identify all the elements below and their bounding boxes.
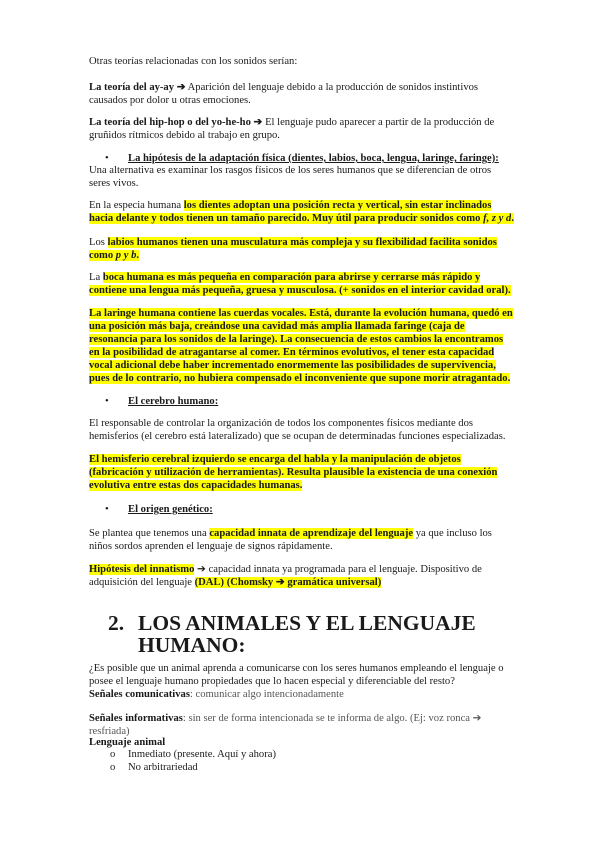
question-text: ¿Es posible que un animal aprenda a comunicarse con los seres humanos empleando el lenguaje o posee el lenguaje humano propiedades que lo hacen especial y diferenciable del resto? (89, 663, 504, 687)
labios-letters: p y b (115, 250, 137, 261)
laringe-highlight: La laringe humana contiene las cuerdas vocales. Está, durante la evolución humana, quedó en una posición más baja, creándose una cavidad más amplia llamada faringe (caja de resonancia para los sonidos de la laringe). La consecuencia de estos cambios la encontramos en la posibilidad de atragantarse al comer. En términos evolutivos, el tener esta capacidad vocal adicional debe haber incrementado enormemente las posibilidades de supervivencia, pues de lo contrario, no hubiera compensado el inconveniente que supone morir atragantado. (89, 308, 513, 384)
dientes-paragraph (89, 199, 514, 225)
senales-comunicativas-label: Señales comunicativas (89, 689, 190, 700)
intro-text: Otras teorías relacionadas con los sonidos serían: (89, 56, 298, 67)
hip-hop-title: La teoría del hip-hop o del yo-he-ho (89, 117, 251, 128)
genetico-highlight: capacidad innata de aprendizaje del lenguaje (209, 528, 414, 539)
ay-ay-text: Aparición del lenguaje debido a la producción de sonidos instintivos causados por dolor u otras emociones. (89, 82, 479, 106)
boca-paragraph (89, 271, 514, 297)
dal-highlight: (DAL) (Chomsky ➔ gramática universal) (194, 577, 382, 588)
labios-pre: Los (89, 237, 108, 248)
adaptacion-heading: La hipótesis de la adaptación física (dientes, labios, boca, lengua, laringe, faringe): (128, 153, 499, 164)
genetico-heading: El origen genético: (128, 504, 213, 515)
hip-hop-paragraph (89, 116, 514, 142)
senales-informativas-label: Señales informativas (89, 713, 183, 724)
boca-highlight: boca humana es más pequeña en comparación para abrirse y cerrarse más rápido y contiene una lengua más pequeña, gruesa y musculosa. (+ sonidos en el interior cavidad oral). (89, 272, 511, 296)
ay-ay-title: La teoría del ay-ay (89, 82, 175, 93)
labios-end: . (136, 250, 140, 261)
section-heading (108, 612, 488, 656)
hemisferio-paragraph (89, 453, 514, 492)
cerebro-heading: El cerebro humano: (128, 396, 219, 407)
dientes-highlight: los dientes adoptan una posición recta y vertical, sin estar inclinados hacia delante y todos tienen un tamaño parecido. Muy útil para producir sonidos como (89, 200, 492, 224)
boca-pre: La (89, 272, 103, 283)
hemisferio-highlight: El hemisferio cerebral izquierdo se encarga del habla y la manipulación de objetos (fabricación y utilización de herramientas). Resulta plausible la existencia de una conexión evolutiva entre estas dos capacidades humanas. (89, 454, 498, 491)
innatismo-highlight: Hipótesis del innatismo (89, 564, 195, 575)
lenguaje-animal-title-text: Lenguaje animal (89, 737, 166, 748)
ay-ay-paragraph (89, 81, 514, 107)
dientes-end: . (511, 213, 514, 224)
dientes-letters: f, z y d (483, 213, 512, 224)
informativas-paragraph (89, 712, 514, 738)
senales-informativas-text: : sin ser de forma intencionada se te informa de algo. (Ej: voz ronca ➔ resfriada) (89, 713, 482, 737)
arrow-icon: ➔ (197, 564, 206, 575)
list-marker: o (110, 749, 116, 760)
innatismo-mid: capacidad innata ya programada para el lenguaje. Dispositivo de adquisición del lenguaje (89, 564, 482, 588)
cerebro-text: El responsable de controlar la organización de todos los componentes físicos mediante dos hemisferios (el cerebro está lateralizado) que se ocupan de determinadas funciones especializadas. (89, 418, 506, 442)
dientes-pre: En la especia humana (89, 200, 184, 211)
section-number: 2. (108, 611, 125, 635)
hip-hop-text: El lenguaje pudo aparecer a partir de la producción de gruñidos rítmicos debido al trabajo en grupo. (89, 117, 495, 141)
list-item: No arbitrariedad (128, 762, 198, 773)
bullet-icon: • (105, 504, 109, 515)
genetico-paragraph (89, 527, 514, 553)
arrow-icon: ➔ (176, 82, 186, 93)
section-title: LOS ANIMALES Y EL LENGUAJE HUMANO: (138, 611, 476, 657)
labios-paragraph (89, 236, 514, 262)
labios-highlight: labios humanos tienen una musculatura más compleja y su flexibilidad facilita sonidos como (89, 237, 497, 261)
list-marker: o (110, 762, 116, 773)
senales-comunicativas-text: : comunicar algo intencionadamente (189, 689, 344, 700)
laringe-paragraph (89, 307, 514, 385)
adaptacion-text: Una alternativa es examinar los rasgos físicos de los seres humanos que se diferencian de otros seres vivos. (89, 165, 492, 189)
genetico-pre: Se plantea que tenemos una (89, 528, 210, 539)
bullet-icon: • (105, 153, 109, 164)
genetico-post: ya que incluso los niños sordos aprenden el lenguaje de signos rápidamente. (89, 528, 492, 552)
list-item: Inmediato (presente. Aquí y ahora) (128, 749, 276, 760)
arrow-icon: ➔ (253, 117, 263, 128)
innatismo-paragraph (89, 563, 514, 589)
bullet-icon: • (105, 396, 109, 407)
question-paragraph (89, 662, 514, 701)
